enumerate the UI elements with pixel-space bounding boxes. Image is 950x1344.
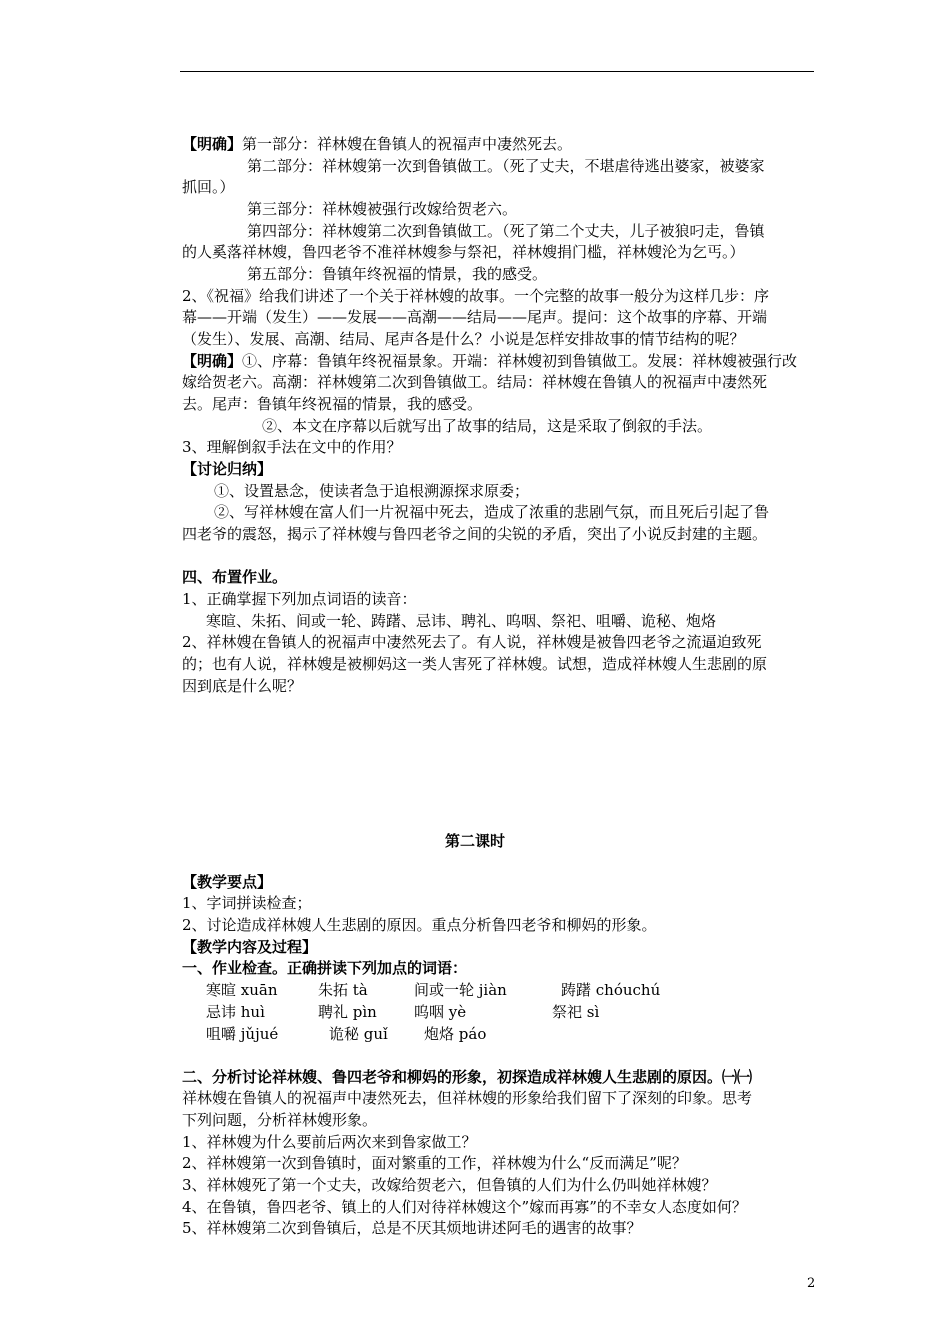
- paragraph-line: ②、写祥林嫂在富人们一片祝福中死去，造成了浓重的悲剧气氛，而且死后引起了鲁: [214, 503, 770, 521]
- pinyin-item: 聘礼 pìn: [318, 1003, 377, 1021]
- paragraph-line: 第四部分：祥林嫂第二次到鲁镇做工。（死了第二个丈夫，儿子被狼叼走，鲁镇: [247, 222, 765, 240]
- paragraph-line: 抓回。）: [182, 178, 235, 196]
- section-heading: 二、分析讨论祥林嫂、鲁四老爷和柳妈的形象，初探造成祥林嫂人生悲剧的原因。㈠㈠: [182, 1068, 753, 1086]
- paragraph-line: （发生）、发展、高潮、结局、尾声各是什么？小说是怎样安排故事的情节结构的呢？: [182, 330, 745, 348]
- vocab-line: 寒暄、朱拓、间或一轮、踌躇、忌讳、聘礼、呜咽、祭祀、咀嚼、诡秘、炮烙: [206, 612, 717, 630]
- pinyin-item: 寒暄 xuān: [206, 981, 278, 999]
- section-label: 【讨论归纳】: [182, 460, 273, 478]
- question-line: 4、在鲁镇，鲁四老爷、镇上的人们对待祥林嫂这个”嫁而再寡”的不幸女人态度如何？: [182, 1198, 747, 1216]
- paragraph-line: ②、本文在序幕以后就写出了故事的结局，这是采取了倒叙的手法。: [262, 417, 713, 435]
- lesson-title: 第二课时: [444, 832, 505, 850]
- paragraph-line: 的；也有人说，祥林嫂是被柳妈这一类人害死了祥林嫂。试想，造成祥林嫂人生悲剧的原: [182, 655, 768, 673]
- pinyin-item: 祭祀 sì: [552, 1003, 600, 1021]
- paragraph-line: 四老爷的震怒，揭示了祥林嫂与鲁四老爷之间的尖锐的矛盾，突出了小说反封建的主题。: [182, 525, 768, 543]
- section-label: 【教学内容及过程】: [182, 938, 318, 956]
- section-heading: 一、作业检查。正确拼读下列加点的词语：: [182, 959, 468, 977]
- question-line: 5、祥林嫂第二次到鲁镇后，总是不厌其烦地讲述阿毛的遇害的故事？: [182, 1219, 642, 1237]
- paragraph-line: ①、设置悬念，使读者急于追根溯源探求原委；: [214, 482, 530, 500]
- question-line: 2、祥林嫂第一次到鲁镇时，面对繁重的工作，祥林嫂为什么“反而满足”呢？: [182, 1154, 687, 1172]
- paragraph-line: 第五部分：鲁镇年终祝福的情景，我的感受。: [247, 265, 548, 283]
- paragraph-line: 因到底是什么呢？: [182, 677, 303, 695]
- paragraph-line: 幕——开端（发生）——发展——高潮——结局——尾声。提问：这个故事的序幕、开端: [182, 308, 768, 326]
- paragraph-line: 的人奚落祥林嫂，鲁四老爷不准祥林嫂参与祭祀，祥林嫂捐门槛，祥林嫂沦为乞丐。）: [182, 243, 745, 261]
- header-rule: [180, 71, 814, 72]
- answer-structure-line: 【明确】①、序幕：鲁镇年终祝福景象。开端：祥林嫂初到鲁镇做工。发展：祥林嫂被强行改: [182, 352, 798, 370]
- paragraph-line: 2、《祝福》给我们讲述了一个关于祥林嫂的故事。一个完整的故事一般分为这样几步：序: [182, 287, 770, 305]
- paragraph-line: 第三部分：祥林嫂被强行改嫁给贺老六。: [247, 200, 518, 218]
- pinyin-item: 诡秘 guǐ: [329, 1025, 388, 1043]
- paragraph-line: 2、讨论造成祥林嫂人生悲剧的原因。重点分析鲁四老爷和柳妈的形象。: [182, 916, 657, 934]
- page-number: 2: [807, 1276, 816, 1291]
- pinyin-item: 间或一轮 jiàn: [414, 981, 507, 999]
- pinyin-item: 忌讳 huì: [206, 1003, 265, 1021]
- paragraph-line: 嫁给贺老六。高潮：祥林嫂第二次到鲁镇做工。结局：祥林嫂在鲁镇人的祝福声中凄然死: [182, 373, 768, 391]
- paragraph-line: 去。尾声：鲁镇年终祝福的情景，我的感受。: [182, 395, 483, 413]
- question-line: 3、祥林嫂死了第一个丈夫，改嫁给贺老六，但鲁镇的人们为什么仍叫她祥林嫂？: [182, 1176, 717, 1194]
- section-heading: 四、布置作业。: [182, 568, 288, 586]
- pinyin-item: 踌躇 chóuchú: [561, 981, 661, 999]
- pinyin-item: 呜咽 yè: [414, 1003, 467, 1021]
- pinyin-item: 朱拓 tà: [318, 981, 368, 999]
- pinyin-item: 炮烙 páo: [424, 1025, 487, 1043]
- paragraph-line: 第二部分：祥林嫂第一次到鲁镇做工。（死了丈夫，不堪虐待逃出婆家，被婆家: [247, 157, 765, 175]
- answer-part-one: 【明确】第一部分：祥林嫂在鲁镇人的祝福声中凄然死去。: [182, 135, 573, 153]
- section-label: 【教学要点】: [182, 873, 273, 891]
- paragraph-line: 3、理解倒叙手法在文中的作用？: [182, 438, 402, 456]
- pinyin-item: 咀嚼 jǔjué: [206, 1025, 279, 1043]
- question-line: 1、祥林嫂为什么要前后两次来到鲁家做工？: [182, 1133, 477, 1151]
- paragraph-line: 下列问题，分析祥林嫂形象。: [182, 1111, 378, 1129]
- paragraph-line: 2、祥林嫂在鲁镇人的祝福声中凄然死去了。有人说，祥林嫂是被鲁四老爷之流逼迫致死: [182, 633, 762, 651]
- paragraph-line: 1、字词拼读检查；: [182, 894, 312, 912]
- paragraph-line: 1、正确掌握下列加点词语的读音：: [182, 590, 417, 608]
- paragraph-line: 祥林嫂在鲁镇人的祝福声中凄然死去，但祥林嫂的形象给我们留下了深刻的印象。思考: [182, 1089, 753, 1107]
